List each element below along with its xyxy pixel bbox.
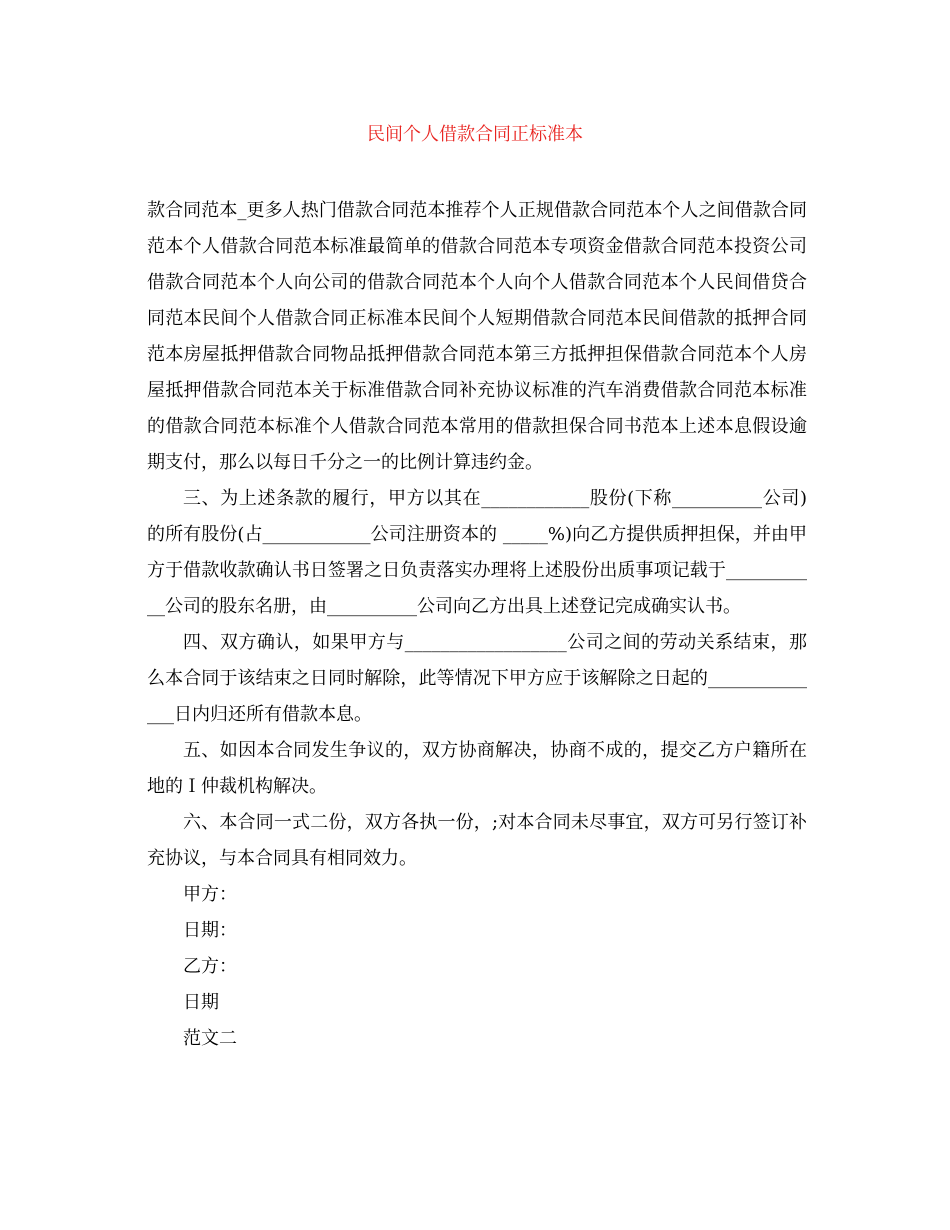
paragraph-clause-4: 四、双方确认，如果甲方与__________________公司之间的劳动关系结束，那么本合同于该结束之日同时解除，此等情况下甲方应于该解除之日起的______________日内归还所有借款本息。 [147, 632, 807, 725]
signature-date-a: 日期： [183, 920, 237, 941]
section-label-sample-two: 范文二 [183, 1028, 237, 1049]
signature-party-a: 甲方： [183, 884, 237, 905]
paragraph-intro: 款合同范本_更多人热门借款合同范本推荐个人正规借款合同范本个人之间借款合同范本个人借款合同范本标准最简单的借款合同范本专项资金借款合同范本投资公司借款合同范本个人向公司的借款合同范本个人向个人借款合同范本个人民间借贷合同范本民间个人借款合同正标准本民间个人短期借款合同范本民间借款的抵押合同范本房屋抵押借款合同物品抵押借款合同范本第三方抵押担保借款合同范本个人房屋抵押借款合同范本关于标准借款合同补充协议标准的汽车消费借款合同范本标准的借款合同范本标准个人借款合同范本常用的借款担保合同书范本上述本息假设逾期支付，那么以每日千分之一的比例计算违约金。 [147, 200, 807, 473]
signature-party-b: 乙方： [183, 956, 237, 977]
paragraph-clause-5: 五、如因本合同发生争议的，双方协商解决，协商不成的，提交乙方户籍所在地的Ｉ仲裁机构解决。 [147, 740, 807, 797]
signature-date-b: 日期 [183, 992, 219, 1013]
paragraph-clause-3: 三、为上述条款的履行，甲方以其在____________股份(下称__________公司)的所有股份(占____________公司注册资本的 _____%)向乙方提供质押担保，并由甲方于借款收款确认书日签署之日负责落实办理将上述股份出质事项记载于___________公司的股东名册，由__________公司向乙方出具上述登记完成确实认书。 [147, 488, 807, 617]
document-body [147, 193, 807, 1057]
document-title: 民间个人借款合同正标准本 [367, 124, 583, 145]
paragraph-clause-6: 六、本合同一式二份，双方各执一份，;对本合同未尽事宜，双方可另行签订补充协议，与本合同具有相同效力。 [147, 812, 807, 869]
